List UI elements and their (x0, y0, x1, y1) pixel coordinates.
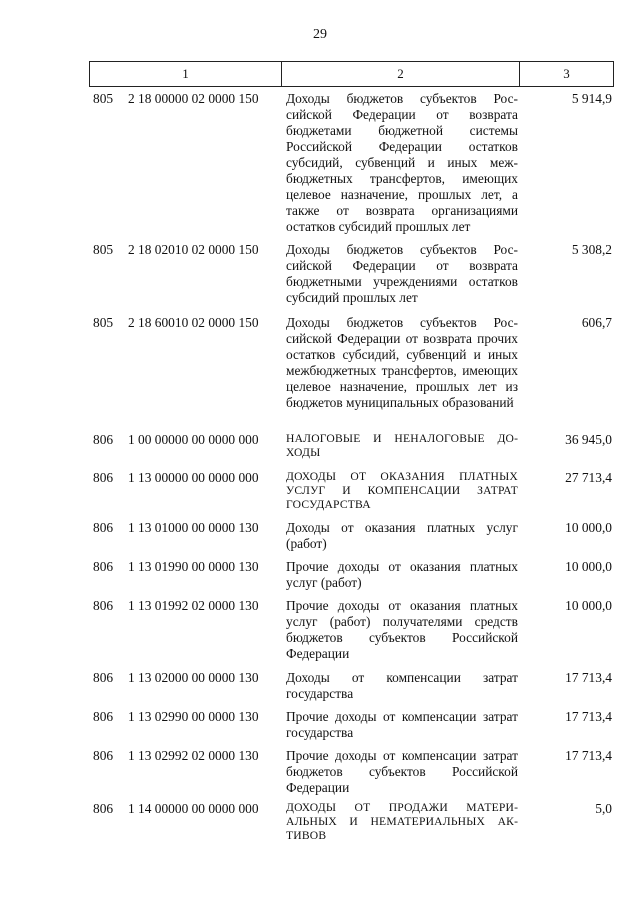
revenue-description: Доходы от оказания платных услуг (работ) (286, 520, 518, 551)
amount: 17 713,4 (565, 709, 612, 724)
table-row (0, 559, 640, 598)
admin-code: 806 (93, 432, 114, 447)
amount: 27 713,4 (565, 470, 612, 485)
admin-code: 805 (93, 91, 114, 106)
admin-code: 806 (93, 748, 114, 763)
revenue-description: Доходы от компенсации затрат государства (286, 670, 518, 701)
amount: 10 000,0 (565, 520, 612, 535)
budget-classification-code: 2 18 02010 02 0000 150 (128, 242, 259, 257)
budget-classification-code: 2 18 60010 02 0000 150 (128, 315, 259, 330)
table-row (0, 315, 640, 432)
revenue-description: Доходы бюджетов субъектов Российской Федерации от возврата бюджетами бюджетной системы Российской Федерации остатков субсидий, субвенций и иных межбюджетных трансфертов, имеющих целевое назначение, прошлых лет, а также от возврата организациями остатков субсидий прошлых лет (286, 91, 518, 234)
admin-code: 805 (93, 242, 114, 257)
budget-classification-code: 1 13 02000 00 0000 130 (128, 670, 259, 685)
admin-code: 805 (93, 315, 114, 330)
column-header-2: 2 (282, 62, 520, 87)
budget-classification-code: 1 00 00000 00 0000 000 (128, 432, 259, 447)
table-row (0, 242, 640, 315)
table-row (0, 670, 640, 709)
revenue-description: НАЛОГОВЫЕ И НЕНАЛОГОВЫЕ ДОХОДЫ (286, 432, 518, 459)
admin-code: 806 (93, 801, 114, 816)
table-row (0, 748, 640, 801)
amount: 5,0 (595, 801, 612, 816)
amount: 10 000,0 (565, 598, 612, 613)
column-header-row (90, 62, 614, 87)
admin-code: 806 (93, 709, 114, 724)
admin-code: 806 (93, 520, 114, 535)
budget-classification-code: 1 13 01992 02 0000 130 (128, 598, 259, 613)
budget-classification-code: 2 18 00000 02 0000 150 (128, 91, 259, 106)
revenue-description: ДОХОДЫ ОТ ОКАЗАНИЯ ПЛАТНЫХ УСЛУГ И КОМПЕНСАЦИИ ЗАТРАТ ГОСУДАРСТВА (286, 470, 518, 511)
amount: 5 308,2 (571, 242, 612, 257)
budget-classification-code: 1 13 02992 02 0000 130 (128, 748, 259, 763)
revenue-description: Прочие доходы от компенсации затрат бюджетов субъектов Российской Федерации (286, 748, 518, 795)
page-number: 29 (313, 27, 327, 42)
column-header-3: 3 (520, 62, 614, 87)
amount: 17 713,4 (565, 748, 612, 763)
admin-code: 806 (93, 670, 114, 685)
admin-code: 806 (93, 598, 114, 613)
admin-code: 806 (93, 470, 114, 485)
budget-classification-code: 1 13 01990 00 0000 130 (128, 559, 259, 574)
table-row (0, 520, 640, 559)
revenue-description: Прочие доходы от оказания платных услуг (работ) получателями средств бюджетов субъектов Российской Федерации (286, 598, 518, 661)
amount: 36 945,0 (565, 432, 612, 447)
column-header-1: 1 (90, 62, 282, 87)
amount: 5 914,9 (571, 91, 612, 106)
table-row (0, 801, 640, 849)
revenue-description: Доходы бюджетов субъектов Российской Федерации от возврата бюджетными учреждениями остатков субсидий прошлых лет (286, 242, 518, 305)
budget-classification-code: 1 13 02990 00 0000 130 (128, 709, 259, 724)
budget-classification-code: 1 13 00000 00 0000 000 (128, 470, 259, 485)
table-row (0, 432, 640, 470)
table-row (0, 470, 640, 520)
amount: 10 000,0 (565, 559, 612, 574)
column-header-table (89, 61, 614, 87)
table-row (0, 598, 640, 670)
table-row (0, 709, 640, 748)
revenue-description: Прочие доходы от оказания платных услуг (работ) (286, 559, 518, 590)
budget-rows (0, 91, 640, 849)
table-row (0, 91, 640, 242)
admin-code: 806 (93, 559, 114, 574)
budget-classification-code: 1 13 01000 00 0000 130 (128, 520, 259, 535)
revenue-description: Прочие доходы от компенсации затрат государства (286, 709, 518, 740)
revenue-description: ДОХОДЫ ОТ ПРОДАЖИ МАТЕРИАЛЬНЫХ И НЕМАТЕРИАЛЬНЫХ АКТИВОВ (286, 801, 518, 842)
amount: 606,7 (581, 315, 612, 330)
amount: 17 713,4 (565, 670, 612, 685)
revenue-description: Доходы бюджетов субъектов Российской Федерации от возврата прочих остатков субсидий, субвенций и иных межбюджетных трансфертов, имеющих целевое назначение, прошлых лет из бюджетов муниципальных образований (286, 315, 518, 410)
budget-classification-code: 1 14 00000 00 0000 000 (128, 801, 259, 816)
